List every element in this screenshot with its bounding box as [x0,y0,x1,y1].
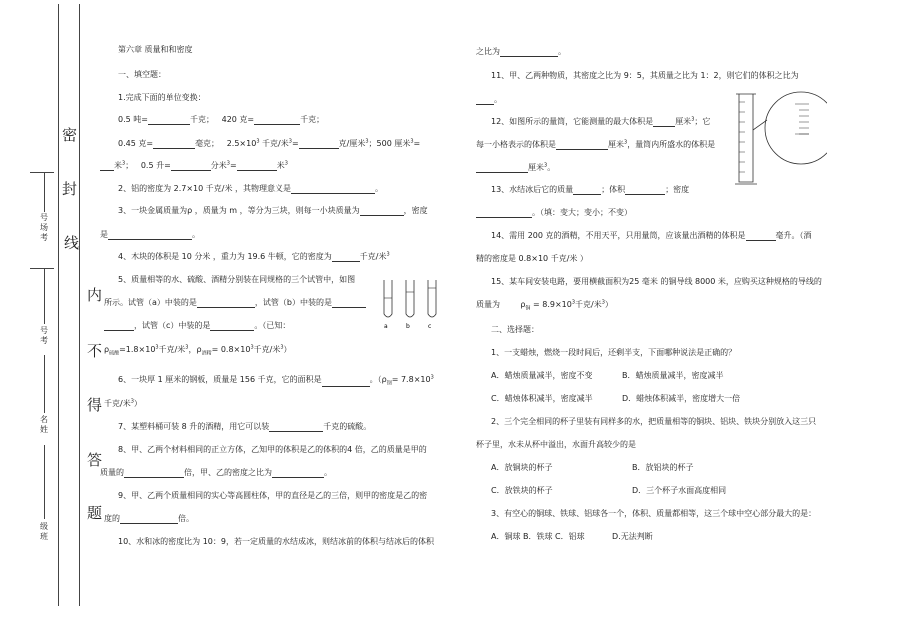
q13: 13、水结冰后它的质量 ；体积 ；密度 [491,185,690,194]
q1-line1: 0.5 吨= 千克； 420 克= 千克； [118,115,325,124]
q5-known: $\rho_{硫酸}=1.8\times 10^3$千克/米$^3$，$\rho_{酒精}= 0.8\times 10^3$千克/米$^3$） [104,344,292,357]
tube-a-label: a [384,323,388,330]
binding-mi: 密 [62,126,78,144]
c2: 2、三个完全相同的杯子里装有同样多的水，把质量相等的铜块、铝块、铁块分别放入这三只 [491,417,817,426]
q6-unit: 千克/米$^3$） [104,398,142,408]
tube-c-label: c [428,323,432,330]
q15-cont: 质量为 $\rho_铜 = 8.9\times 10^3$千克/米$^3$） [476,299,613,312]
q5-line2: 所示。试管（a）中装的是 ，试管（b）中装的是 [104,297,366,308]
blank-line [44,355,45,413]
blank-line [44,172,45,212]
tube-b-label: b [406,323,410,330]
q14-cont: 精的密度是 0.8×10 千克/米 ） [476,254,588,263]
q8: 8、甲、乙两个材料相同的正立方体，乙知甲的体积是乙的体积的4 倍，乙的质量是甲的 [118,445,427,454]
tube-b [406,280,414,317]
q5-line3: ，试管（c）中装的是 。（已知： [104,320,290,331]
c2-option-c: C．放铁块的杯子 [491,486,553,495]
q11-cont: 。 [476,94,502,105]
blank-line [44,268,45,324]
label-ji: 级班 [40,522,48,541]
q14: 14、需用 200 克的酒精，不用天平，只用量筒，应该量出酒精的体积是 毫升。（酒 [491,231,812,240]
c2-option-d: D．三个杯子水面高度相同 [632,486,727,495]
q6: 6、一块厚 1 厘米的钢板，质量是 156 千克，它的面积是 。（$\rho_钢= 7.8\times 10^3$ [118,374,434,387]
q9-cont: 度的 倍。 [104,514,194,523]
binding-feng: 封 [62,180,78,198]
c3: 3、有空心的铜球、铁球、铝球各一个，体积、质量都相等，这三个球中空心部分最大的是： [491,509,817,518]
test-tubes-figure [378,278,448,330]
blank-line [44,445,45,519]
label-hao: 号考 [40,326,48,345]
c1: 1、一支蜡烛，燃烧一段时间后，还剩半支，下面哪种说法是正确的？ [491,348,737,357]
c1-option-c: C．蜡烛体积减半，密度减半 [491,394,593,403]
c2-option-a: A．放铜块的杯子 [491,463,553,472]
q5: 5、质量相等的水、硫酸、酒精分别装在同规格的三个试管中，如图 [118,275,356,284]
binding-da: 答 [87,451,103,469]
binding-bu: 不 [87,342,103,360]
q3-cont: 是 。 [100,230,200,239]
blank-line [30,172,54,173]
tube-a [384,280,392,317]
q12-line2: 每一小格表示的体积是 厘米$^3$，量筒内所盛水的体积是 [476,139,716,149]
tube-c [428,280,436,317]
magnified-circle [765,92,827,164]
q2: 2、铝的密度为 2.7×10 千克/米 ，其物理意义是 。 [118,184,384,193]
binding-line-1 [58,4,59,606]
binding-nei: 内 [87,286,103,304]
binding-de: 得 [87,396,103,414]
q9: 9、甲、乙两个质量相同的实心等高圆柱体，甲的直径是乙的三倍，则甲的密度是乙的密 [118,491,428,500]
q3: 3、一块金属质量为ρ ，质量为 m ，等分为三块，则每一小块质量为 ，密度 [118,206,428,215]
c2-cont: 杯子里，水未从杯中溢出，水面升高较少的是 [476,440,636,449]
binding-line-2 [79,4,80,606]
q13-cont: 。（填：变大；变小；不变） [476,207,632,218]
binding-xian: 线 [64,234,80,252]
section-choice: 二、选择题： [491,325,539,334]
graduated-cylinder-figure [735,86,827,190]
blank-line [30,268,54,269]
c1-option-a: A．蜡烛质量减半，密度不变 [491,371,593,380]
chapter-title: 第六章 质量和和密度 [118,45,193,54]
c1-option-b: B．蜡烛质量减半，密度减半 [622,371,724,380]
binding-ti: 题 [87,504,103,522]
c3-option-d: D.无法判断 [612,532,653,541]
q7: 7、某塑料桶可装 8 升的酒精，用它可以装 千克的硫酸。 [118,422,372,431]
q1-line3: 米$^3$； 0.5 升= 分米$^3$= 米$^3$ [100,160,288,171]
section-fill: 一、填空题： [118,70,166,79]
c1-option-d: D．蜡烛体积减半，密度增大一倍 [622,394,741,403]
q1: 1.完成下面的单位变换： [118,93,206,102]
q12-line3: 厘米$^3$。 [476,162,555,173]
cylinder-body [739,94,753,182]
c2-option-b: B．放铝块的杯子 [632,463,694,472]
label-ming: 名姓 [40,415,48,434]
q12: 12、如图所示的量筒，它能测量的最大体积是 厘米$^3$；它 [491,116,711,126]
c3-options-abc: A．铜球 B．铁球 C．铝球 [491,532,585,541]
label-kaohao: 号场考 [40,213,48,242]
q10: 10、水和冰的密度比为 10：9，若一定质量的水结成冰，则结冰前的体积与结冰后的体积 [118,537,434,546]
q15: 15、某车间安装电路，要用横截面积为25 毫米 的铜导线 8000 米，应购买这种规格的导线的 [491,277,822,286]
q4: 4、木块的体积是 10 分米 ，重力为 19.6 牛顿，它的密度为 千克/米$^3$ [118,251,390,261]
q1-line2: 0.45 克= 毫克； $2.5\times 10^3$ 千克/米$^3$= 克/厘米$^3$；500 厘米$^3$= [118,138,421,148]
q11: 11、甲、乙两种物质，其密度之比为 9：5，其质量之比为 1：2，则它们的体积之比为 [491,71,799,80]
q8-cont: 质量的 倍，甲、乙的密度之比为 。 [100,468,332,477]
q10-cont: 之比为 。 [476,47,566,56]
